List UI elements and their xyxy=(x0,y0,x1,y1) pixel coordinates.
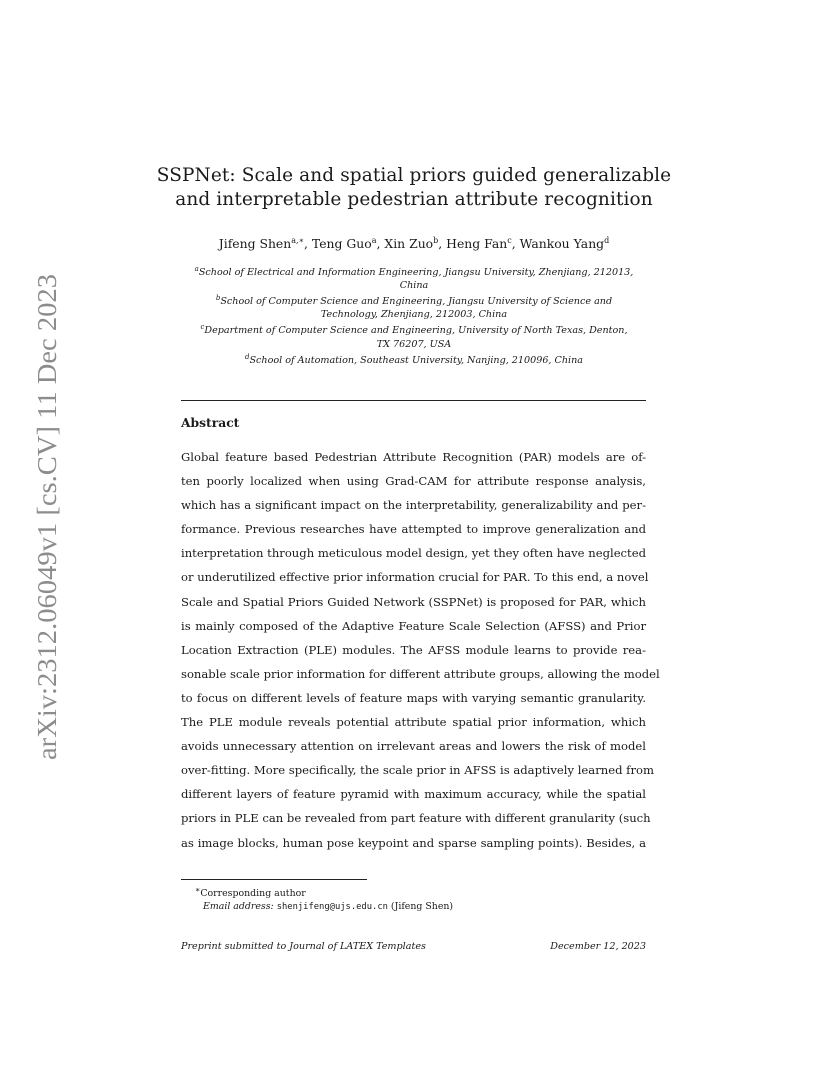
abstract-line: interpretation through meticulous model design, yet they often have neglected xyxy=(181,546,646,561)
abstract-line: Global feature based Pedestrian Attribute Recognition (PAR) models are of- xyxy=(181,450,646,464)
affiliation: $^d$School of Automation, Southeast University, Nanjing, 210096, China xyxy=(244,352,584,366)
abstract-line: formance. Previous researches have attempted to improve generalization and xyxy=(181,522,646,537)
abstract-line: Scale and Spatial Priors Guided Network (SSPNet) is proposed for PAR, which xyxy=(181,594,646,609)
abstract-line: priors in PLE can be revealed from part feature with different granularity (such xyxy=(181,811,651,826)
abstract-heading: Abstract xyxy=(181,415,240,430)
email-address[interactable]: shenjifeng@ujs.edu.cn xyxy=(276,902,388,913)
preprint-date: December 12, 2023 xyxy=(550,941,646,952)
abstract-line: different layers of feature pyramid with maximum accuracy, while the spatial xyxy=(181,787,646,802)
arxiv-identifier: arXiv:2312.06049v1 [cs.CV] 11 Dec 2023 xyxy=(31,292,62,760)
author: Xin Zuo$^b$ xyxy=(384,236,439,252)
email-label: Email address: xyxy=(203,901,274,913)
affiliation: $^b$School of Computer Science and Engineering, Jiangsu University of Science and xyxy=(215,294,613,308)
affiliation-continued: TX 76207, USA xyxy=(376,338,452,350)
abstract-body xyxy=(181,445,660,855)
affiliation: $^c$Department of Computer Science and Engineering, University of North Texas, Denton, xyxy=(200,323,628,337)
author: Teng Guo$^a$ xyxy=(311,236,377,252)
abstract-line: The PLE module reveals potential attribute spatial prior information, which xyxy=(181,715,646,730)
title-line-1: SSPNet: Scale and spatial priors guided generalizable xyxy=(156,165,672,186)
author: Wankou Yang$^d$ xyxy=(519,236,610,252)
abstract-line: is mainly composed of the Adaptive Feature Scale Selection (AFSS) and Prior xyxy=(181,618,646,633)
abstract-top-rule xyxy=(181,400,646,401)
affiliation-continued: Technology, Zhenjiang, 212003, China xyxy=(320,309,508,321)
affiliation: $^a$School of Electrical and Information Engineering, Jiangsu University, Zhenjiang, 212013, xyxy=(194,265,634,279)
abstract-line: to focus on different levels of feature maps with varying semantic granularity. xyxy=(181,690,646,705)
footnote-rule xyxy=(181,879,367,880)
affiliation-continued: China xyxy=(399,280,429,292)
abstract-line: which has a significant impact on the interpretability, generalizability and per- xyxy=(181,498,646,513)
author: Jifeng Shen$^{a,∗}$ xyxy=(218,236,304,252)
corresponding-author-note: ∗Corresponding author xyxy=(195,885,306,900)
affiliations xyxy=(150,263,678,367)
email-owner: (Jifeng Shen) xyxy=(390,901,454,913)
abstract-line: over-fitting. More specifically, the scale prior in AFSS is adaptively learned from xyxy=(181,763,654,778)
abstract-line: or underutilized effective prior information crucial for PAR. To this end, a novel xyxy=(181,570,649,585)
abstract-line: ten poorly localized when using Grad-CAM for attribute response analysis, xyxy=(181,474,646,489)
footnote xyxy=(195,883,453,914)
author: Heng Fan$^c$ xyxy=(446,236,512,252)
abstract-line: avoids unnecessary attention on irrelevant areas and lowers the risk of model xyxy=(181,739,646,754)
author-list: Jifeng Shen$^{a,∗}$, Teng Guo$^a$, Xin Zuo$^b$, Heng Fan$^c$, Wankou Yang$^d$ xyxy=(218,236,610,252)
abstract-line: Location Extraction (PLE) modules. The AFSS module learns to provide rea- xyxy=(181,642,646,657)
paper-title xyxy=(110,164,718,212)
abstract-line: sonable scale prior information for different attribute groups, allowing the model xyxy=(181,666,660,681)
email-line xyxy=(195,900,453,914)
title-line-2: and interpretable pedestrian attribute recognition xyxy=(175,189,653,210)
page-footer xyxy=(181,941,646,952)
abstract-line: as image blocks, human pose keypoint and sparse sampling points). Besides, a xyxy=(181,835,646,850)
arxiv-side-stamp xyxy=(14,270,70,766)
preprint-note: Preprint submitted to Journal of LATEX Templates xyxy=(181,941,426,952)
